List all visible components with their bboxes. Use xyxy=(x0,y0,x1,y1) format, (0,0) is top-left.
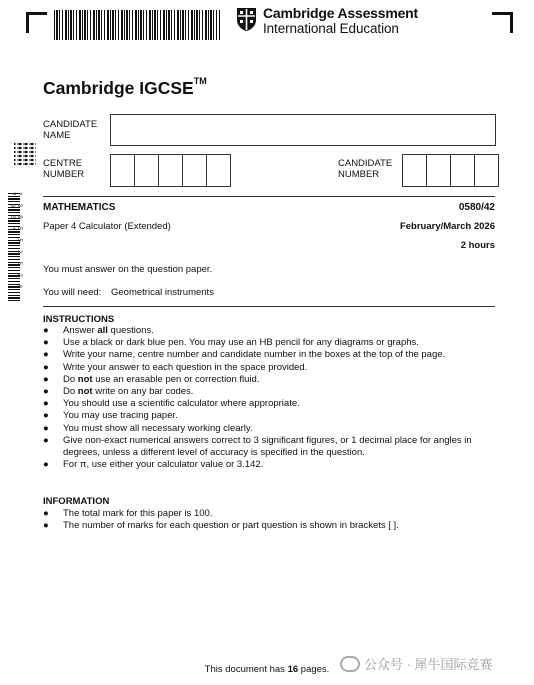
instruction-emphasis: not xyxy=(77,373,93,385)
instruction-text: For π, use either your calculator value or 3.142. xyxy=(63,459,264,471)
instruction-item xyxy=(43,362,495,374)
logo-text-line1: Cambridge Assessment xyxy=(263,5,418,21)
bullet-icon: ● xyxy=(43,508,49,519)
footer-text-post: pages. xyxy=(298,664,330,675)
bullet-icon: ● xyxy=(43,386,49,398)
trademark-mark: TM xyxy=(193,76,207,86)
candidate-number-boxes[interactable] xyxy=(403,154,499,187)
instruction-item xyxy=(43,423,495,435)
instruction-text: Write your answer to each question in the space provided. xyxy=(63,361,308,373)
answer-note: You must answer on the question paper. xyxy=(43,264,213,275)
bullet-icon: ● xyxy=(43,337,49,349)
qr-code-overlay xyxy=(14,143,36,165)
bullet-icon: ● xyxy=(43,520,49,532)
instruction-item xyxy=(43,459,495,471)
side-barcode-digits: * 3 9 5 5 2 5 2 6 7 0 3 * xyxy=(9,192,23,291)
instruction-text: You should use a scientific calculator where appropriate. xyxy=(63,398,300,410)
bullet-icon: ● xyxy=(43,398,49,410)
bullet-icon: ● xyxy=(43,410,49,422)
instruction-emphasis: all xyxy=(97,325,108,336)
logo-text-line2: International Education xyxy=(263,21,399,36)
wechat-icon xyxy=(340,656,360,672)
instruction-text-end: questions. xyxy=(107,325,154,336)
corner-mark-top-left xyxy=(26,12,47,33)
top-barcode xyxy=(54,10,220,40)
instruction-item xyxy=(43,325,495,337)
centre-number-boxes[interactable] xyxy=(111,154,231,187)
information-item xyxy=(43,520,495,532)
instruction-text: Give non-exact numerical answers correct to 3 significant figures, or 1 decimal place for angles in degrees, unless a different level of accuracy is specified in the question. xyxy=(63,434,472,459)
subject-title: MATHEMATICS xyxy=(43,202,116,213)
bullet-icon: ● xyxy=(43,373,49,385)
bullet-icon: ● xyxy=(43,459,49,471)
paper-description: Paper 4 Calculator (Extended) xyxy=(43,221,171,232)
bullet-icon: ● xyxy=(43,325,49,336)
centre-digit-box[interactable] xyxy=(182,154,207,187)
centre-digit-box[interactable] xyxy=(158,154,183,187)
divider-top xyxy=(43,196,495,197)
instruction-text: You must show all necessary working clearly. xyxy=(63,422,253,434)
paper-code: 0580/42 xyxy=(458,202,495,213)
you-will-need-label: You will need: xyxy=(43,287,102,298)
instruction-emphasis: not xyxy=(77,386,93,398)
instruction-item xyxy=(43,386,495,398)
watermark-text: 公众号 · 犀牛国际竞赛 xyxy=(364,657,493,672)
instruction-text: Write your name, centre number and candidate number in the boxes at the top of the page. xyxy=(63,349,446,361)
you-will-need-value: Geometrical instruments xyxy=(111,287,214,298)
qualification-title xyxy=(43,78,207,99)
candidate-digit-box[interactable] xyxy=(474,154,499,187)
bullet-icon: ● xyxy=(43,349,49,361)
divider-middle xyxy=(43,306,495,307)
instruction-item xyxy=(43,374,495,386)
candidate-name-label: CANDIDATE NAME xyxy=(43,119,98,141)
instruction-text: You may use tracing paper. xyxy=(63,410,178,422)
candidate-name-field[interactable] xyxy=(110,114,496,146)
candidate-digit-box[interactable] xyxy=(426,154,451,187)
candidate-number-label: CANDIDATE NUMBER xyxy=(338,158,393,180)
centre-digit-box[interactable] xyxy=(134,154,159,187)
instruction-text: Do xyxy=(63,373,78,385)
instruction-text: Do xyxy=(63,386,78,398)
instruction-text: Answer xyxy=(63,325,98,336)
footer-page-count: 16 xyxy=(287,664,299,675)
information-heading: INFORMATION xyxy=(43,496,110,507)
information-list xyxy=(43,508,495,532)
centre-number-label: CENTRE NUMBER xyxy=(43,158,85,180)
instruction-text: Use a black or dark blue pen. You may use an HB pencil for any diagrams or graphs. xyxy=(63,337,419,349)
qualification-name: Cambridge IGCSE xyxy=(43,78,194,98)
centre-digit-box[interactable] xyxy=(206,154,231,187)
bullet-icon: ● xyxy=(43,422,49,434)
instructions-heading: INSTRUCTIONS xyxy=(43,314,115,325)
instructions-list xyxy=(43,325,495,471)
bullet-icon: ● xyxy=(43,361,49,373)
instruction-item xyxy=(43,410,495,422)
instruction-item xyxy=(43,337,495,349)
cambridge-shield-icon xyxy=(236,7,257,32)
instruction-text-end: write on any bar codes. xyxy=(92,386,194,398)
instruction-item xyxy=(43,435,495,459)
instruction-item xyxy=(43,349,495,361)
centre-digit-box[interactable] xyxy=(110,154,135,187)
exam-duration: 2 hours xyxy=(460,240,495,251)
instruction-item xyxy=(43,398,495,410)
watermark xyxy=(340,654,493,673)
bullet-icon: ● xyxy=(43,434,49,446)
information-text: The total mark for this paper is 100. xyxy=(63,508,213,519)
candidate-digit-box[interactable] xyxy=(450,154,475,187)
footer-text-pre: This document has xyxy=(204,664,288,675)
information-text: The number of marks for each question or part question is shown in brackets [ ]. xyxy=(63,520,399,532)
candidate-digit-box[interactable] xyxy=(402,154,427,187)
corner-mark-top-right xyxy=(492,12,513,33)
information-item xyxy=(43,508,495,520)
instruction-text-end: use an erasable pen or correction fluid. xyxy=(92,373,260,385)
exam-session: February/March 2026 xyxy=(399,221,495,232)
